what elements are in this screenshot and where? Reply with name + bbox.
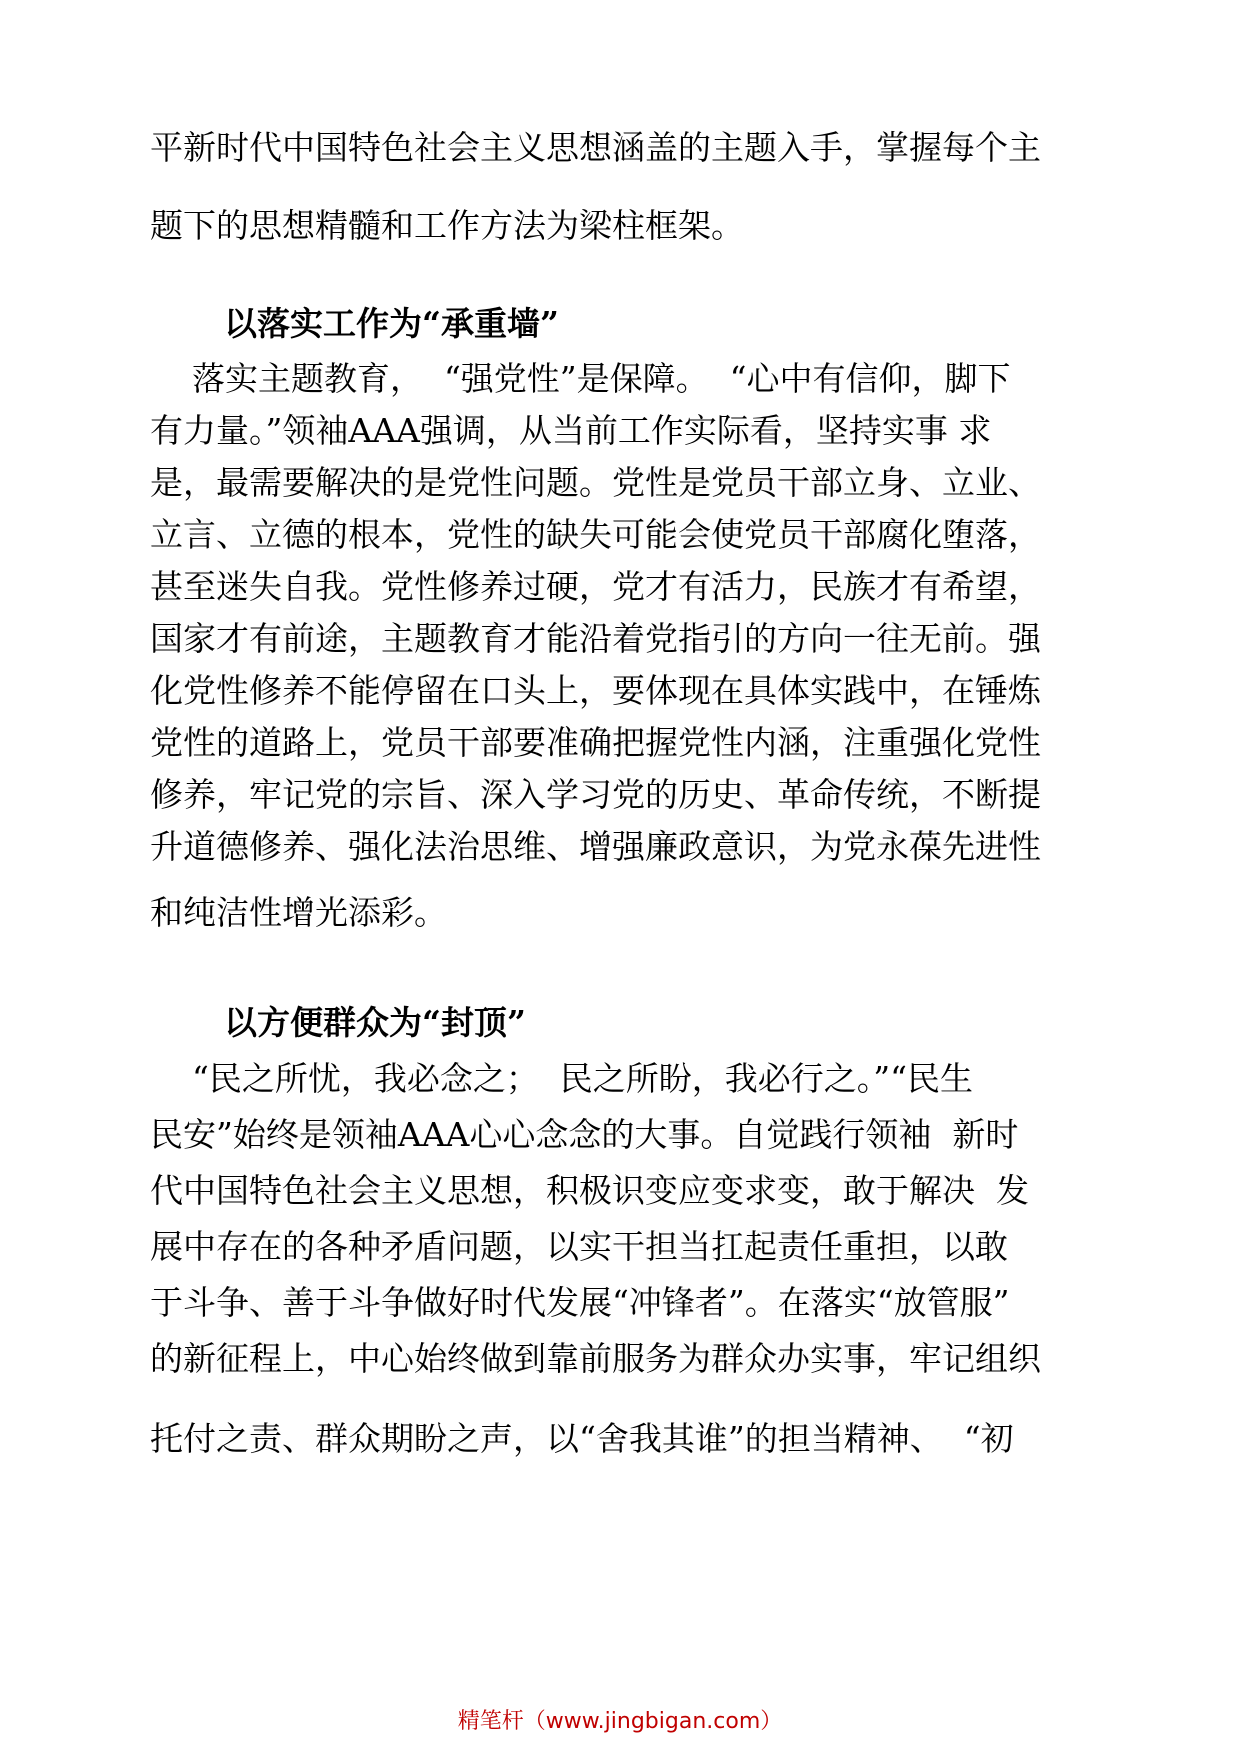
paragraph-line: 展中存在的各种矛盾问题，以实干担当扛起责任重担，以敢: [150, 1227, 1008, 1266]
section-heading: 以落实工作为“承重墙”: [224, 304, 559, 343]
paragraph-line: 代中国特色社会主义思想，积极识变应变求变，敢于解决 发: [150, 1171, 1029, 1210]
paragraph-line: 有力量。”领袖AAA强调，从当前工作实际看，坚持实事 求: [150, 411, 992, 450]
paragraph-line: 托付之责、群众期盼之声，以“舍我其谁”的担当精神、 “初: [150, 1419, 1014, 1458]
footer-watermark: 精笔杆（www.jingbigan.com）: [457, 1709, 783, 1734]
paragraph-line: “民之所忧，我必念之； 民之所盼，我必行之。”“民生: [150, 1059, 974, 1098]
paragraph-line: 立言、立德的根本，党性的缺失可能会使党员干部腐化堕落，: [150, 515, 1041, 554]
paragraph-line: 修养，牢记党的宗旨、深入学习党的历史、革命传统，不断提: [150, 775, 1041, 814]
section-heading: 以方便群众为“封顶”: [224, 1003, 526, 1042]
intro-line: 平新时代中国特色社会主义思想涵盖的主题入手，掌握每个主: [150, 128, 1041, 167]
paragraph-line: 于斗争、善于斗争做好时代发展“冲锋者”。在落实“放管服”: [150, 1283, 1010, 1322]
paragraph-line: 升道德修养、强化法治思维、增强廉政意识，为党永葆先进性: [150, 827, 1041, 866]
paragraph-line: 落实主题教育， “强党性”是保障。 “心中有信仰，脚下: [150, 359, 1011, 398]
paragraph-line: 是，最需要解决的是党性问题。党性是党员干部立身、立业、: [150, 463, 1041, 502]
paragraph-line: 的新征程上，中心始终做到靠前服务为群众办实事，牢记组织: [150, 1339, 1041, 1378]
paragraph-line: 甚至迷失自我。党性修养过硬，党才有活力，民族才有希望，: [150, 567, 1041, 606]
paragraph-line: 国家才有前途，主题教育才能沿着党指引的方向一往无前。强: [150, 619, 1041, 658]
paragraph-line: 和纯洁性增光添彩。: [150, 893, 447, 932]
paragraph-line: 党性的道路上，党员干部要准确把握党性内涵，注重强化党性: [150, 723, 1041, 762]
paragraph-line: 化党性修养不能停留在口头上，要体现在具体实践中，在锤炼: [150, 671, 1041, 710]
intro-line: 题下的思想精髓和工作方法为梁柱框架。: [150, 206, 744, 245]
paragraph-line: 民安”始终是领袖AAA心心念念的大事。自觉践行领袖 新时: [150, 1115, 1019, 1154]
